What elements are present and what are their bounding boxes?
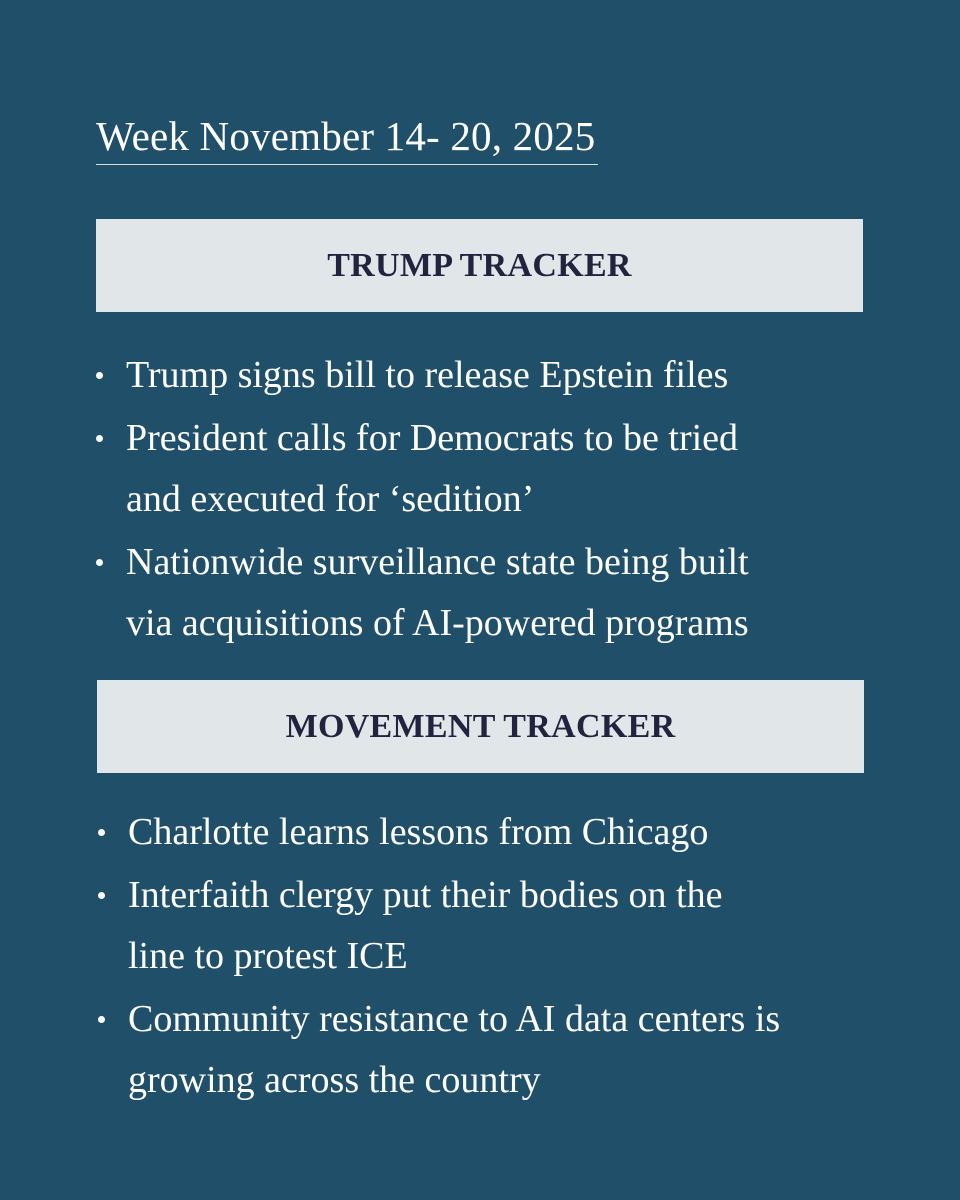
movement-tracker-banner: MOVEMENT TRACKER [97, 680, 864, 773]
trump-tracker-banner: TRUMP TRACKER [96, 219, 863, 312]
movement-tracker-item [94, 989, 780, 1111]
movement-tracker-list [94, 802, 780, 1113]
bullet-icon [96, 435, 103, 442]
bullet-icon [98, 829, 105, 836]
item-line: line to protest ICE [128, 935, 408, 977]
item-line: Charlotte learns lessons from Chicago [128, 811, 709, 853]
bullet-icon [96, 372, 103, 379]
bullet-icon [96, 559, 103, 566]
item-line: Interfaith clergy put their bodies on the [128, 874, 723, 916]
trump-tracker-list [92, 345, 749, 656]
item-line: Community resistance to AI data centers is [128, 998, 781, 1040]
week-label: Week November 14- 20, 2025 [96, 108, 598, 165]
movement-tracker-item [94, 802, 780, 863]
bullet-icon [98, 1016, 105, 1023]
trump-tracker-item [92, 532, 749, 654]
item-line: Trump signs bill to release Epstein files [126, 354, 729, 396]
item-line: growing across the country [128, 1059, 541, 1101]
bullet-icon [98, 892, 105, 899]
item-line: President calls for Democrats to be tried [126, 417, 739, 459]
item-line: Nationwide surveillance state being built [126, 541, 749, 583]
movement-tracker-item [94, 865, 780, 987]
item-line: and executed for ‘sedition’ [126, 478, 535, 520]
trump-tracker-item [92, 408, 749, 530]
item-line: via acquisitions of AI-powered programs [126, 602, 749, 644]
trump-tracker-item [92, 345, 749, 406]
